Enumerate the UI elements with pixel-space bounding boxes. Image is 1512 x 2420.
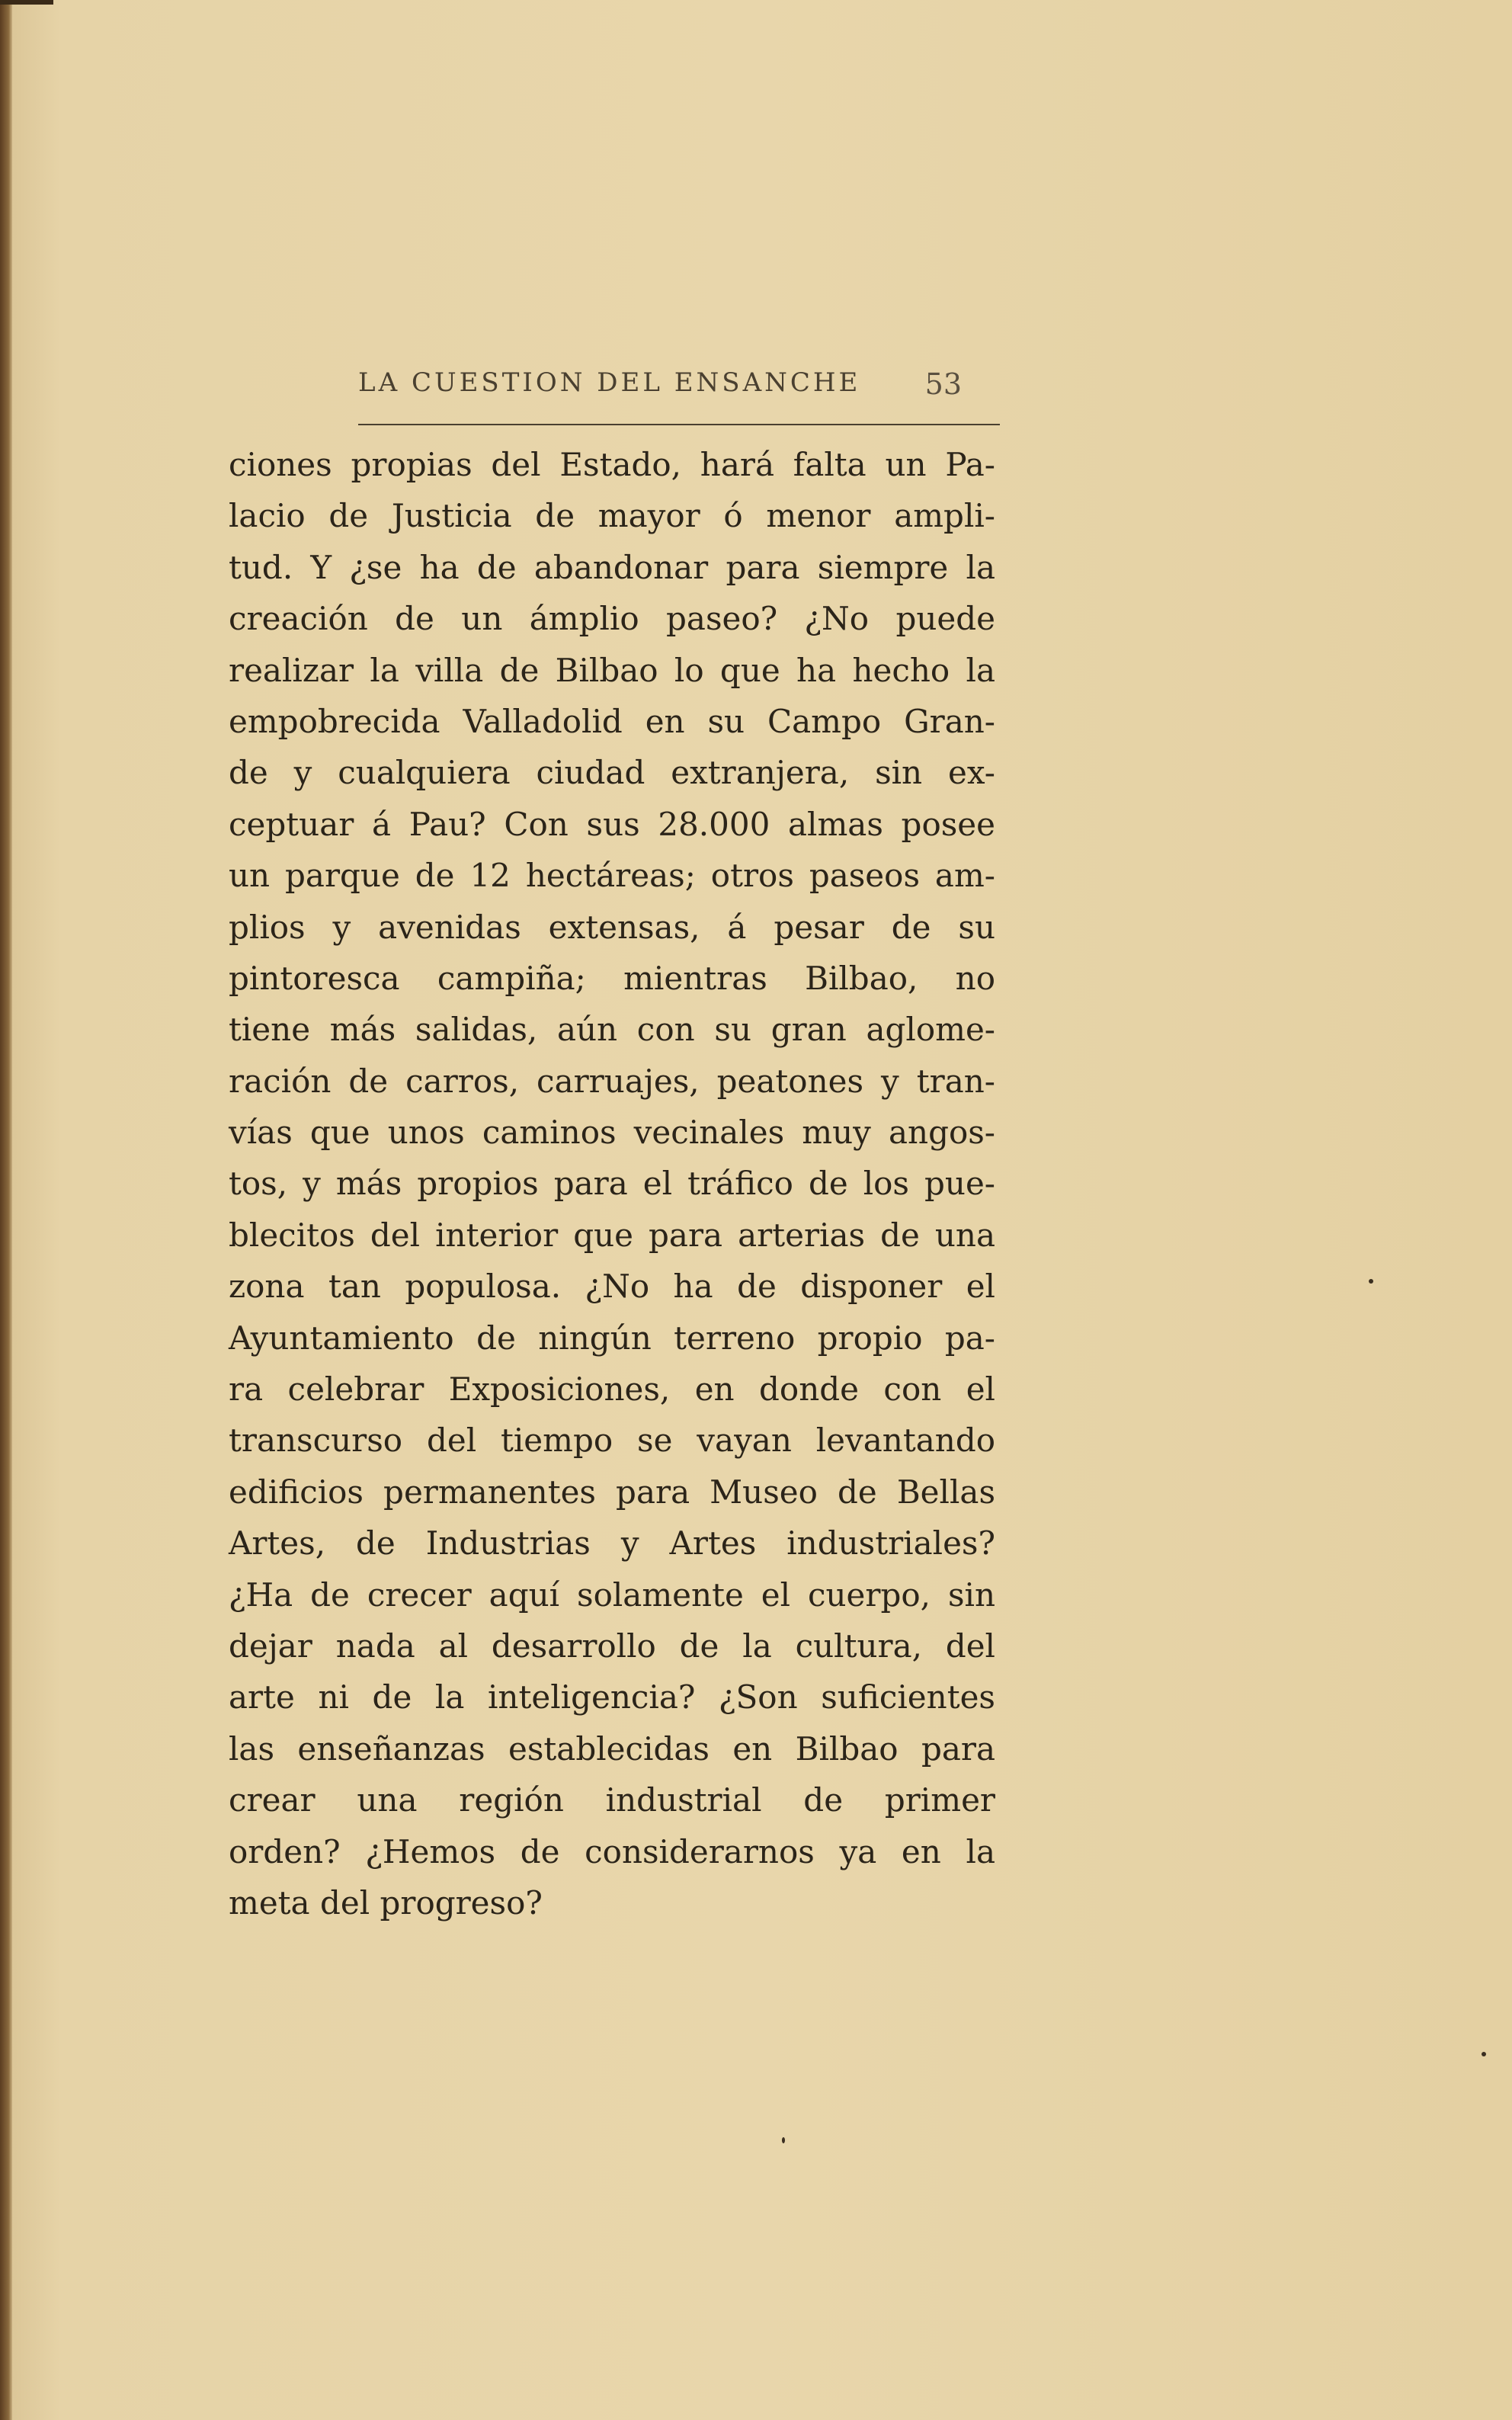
text-line: ceptuar á Pau? Con sus 28.000 almas posee [229,805,995,843]
page-number: 53 [924,367,962,401]
text-line: Artes, de Industrias y Artes industriales? [229,1524,995,1563]
text-line: ciones propias del Estado, hará falta un Pa- [229,446,995,483]
body-text [229,439,995,1928]
text-line: edificios permanentes para Museo de Bellas [229,1473,995,1511]
text-line: pintoresca campiña; mientras Bilbao, no [229,959,995,997]
header-rule [358,424,1000,425]
text-line: vías que unos caminos vecinales muy angos- [229,1114,995,1152]
text-line: transcurso del tiempo se vayan levantando [229,1422,995,1460]
text-line: blecitos del interior que para arterias de una [229,1216,995,1254]
text-line: un parque de 12 hectáreas; otros paseos am- [229,857,995,895]
paper-speck [1369,1279,1373,1284]
paper-speck [1482,2052,1486,2056]
text-line: realizar la villa de Bilbao lo que ha hecho la [229,651,995,689]
text-line: tos, y más propios para el tráfico de los pue- [229,1165,995,1203]
text-line: meta del progreso? [229,1883,543,1922]
scan-edge-mark [0,0,53,5]
text-line: creación de un ámplio paseo? ¿No puede [229,600,995,638]
text-line: zona tan populosa. ¿No ha de disponer el [229,1268,995,1306]
text-line: ¿Ha de crecer aquí solamente el cuerpo, sin [229,1575,995,1614]
text-line: las enseñanzas establecidas en Bilbao para [229,1729,995,1768]
text-line: empobrecida Valladolid en su Campo Gran- [229,702,995,740]
text-line: ra celebrar Exposiciones, en donde con el [229,1370,995,1409]
text-line: de y cualquiera ciudad extranjera, sin ex- [229,754,995,792]
text-line: plios y avenidas extensas, á pesar de su [229,908,995,946]
text-line: tiene más salidas, aún con su gran aglome- [229,1011,995,1049]
paper-speck [782,2137,785,2143]
text-line: crear una región industrial de primer [229,1781,995,1819]
text-line: tud. Y ¿se ha de abandonar para siempre la [229,548,995,586]
running-title: LA CUESTION DEL ENSANCHE [358,367,861,398]
text-line: arte ni de la inteligencia? ¿Son suficientes [229,1678,995,1716]
text-line: ración de carros, carruajes, peatones y tran- [229,1062,995,1100]
text-line: Ayuntamiento de ningún terreno propio pa- [229,1319,995,1357]
book-spine-edge [0,0,12,2420]
text-line: orden? ¿Hemos de considerarnos ya en la [229,1832,995,1870]
text-line: dejar nada al desarrollo de la cultura, del [229,1627,995,1665]
text-line: lacio de Justicia de mayor ó menor ampli- [229,497,995,535]
page-header [358,367,1000,410]
